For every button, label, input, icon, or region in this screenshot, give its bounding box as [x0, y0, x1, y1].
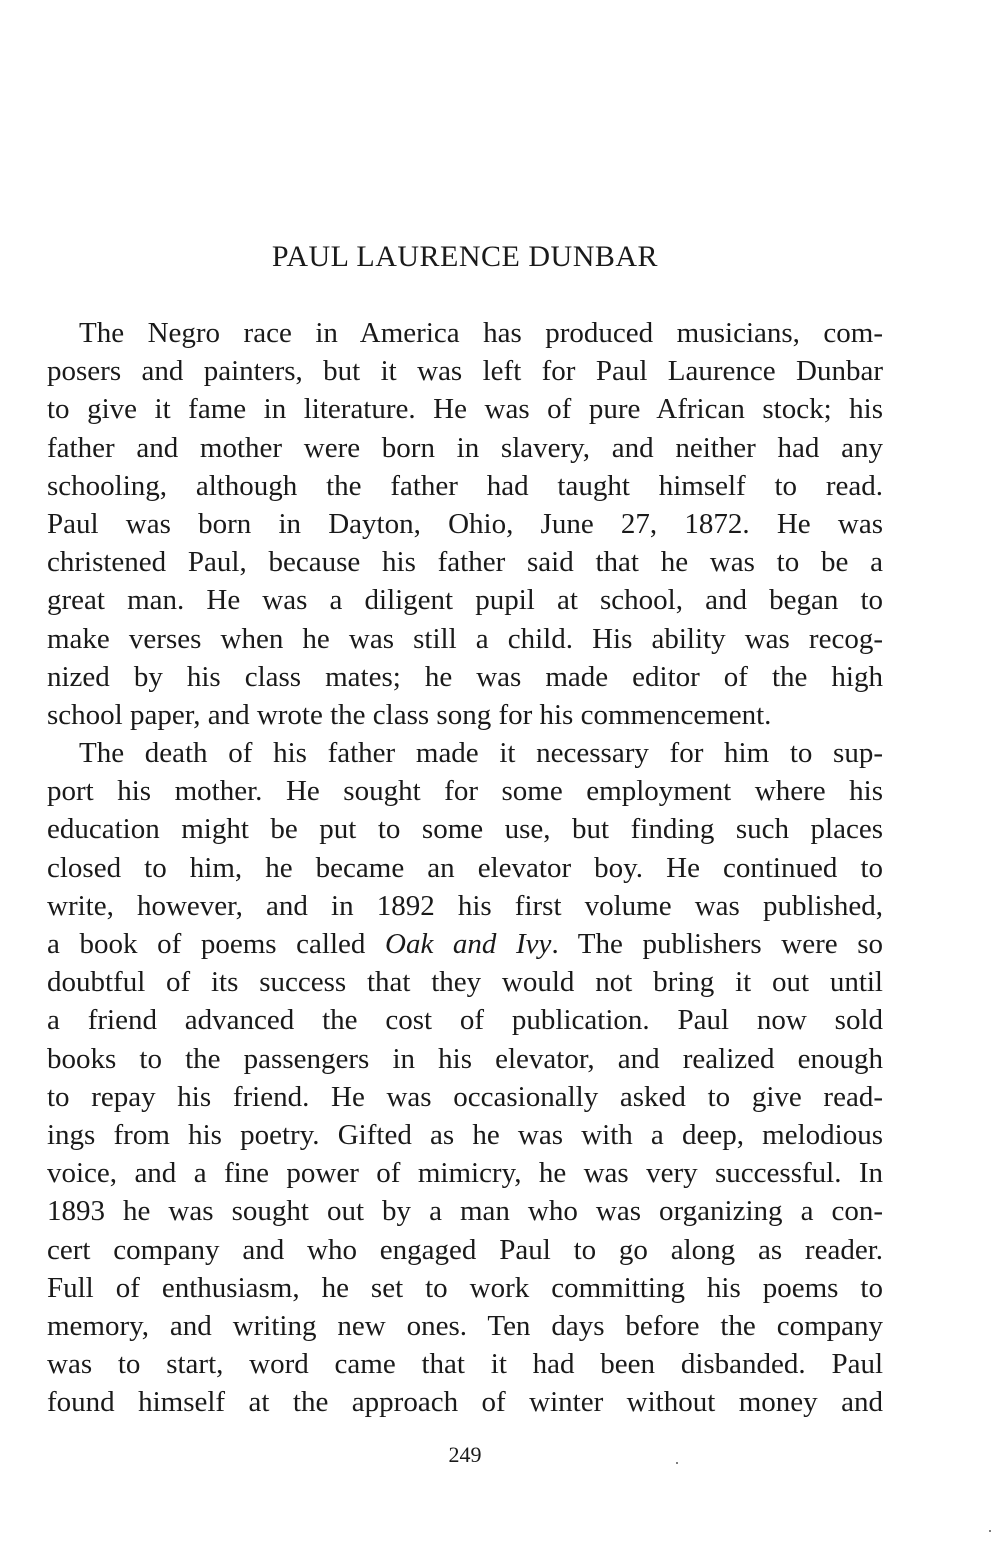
- text-line-with-book-title: [47, 925, 883, 963]
- text-line: found himself at the approach of winter without money and: [47, 1386, 883, 1419]
- text-segment: . The publishers were so: [551, 928, 884, 960]
- text-segment: a book of poems called: [47, 928, 385, 960]
- text-line: posers and painters, but it was left for Paul Laurence Dunbar: [47, 355, 883, 388]
- print-speck: [989, 1530, 991, 1532]
- text-line: 1893 he was sought out by a man who was organizing a con-: [47, 1195, 883, 1228]
- text-line: education might be put to some use, but finding such places: [47, 813, 883, 846]
- text-line: port his mother. He sought for some employment where his: [47, 775, 883, 808]
- text-line: christened Paul, because his father said that he was to be a: [47, 546, 883, 579]
- text-line: nized by his class mates; he was made editor of the high: [47, 660, 883, 693]
- text-line: great man. He was a diligent pupil at school, and began to: [47, 584, 883, 617]
- text-line: schooling, although the father had taught himself to read.: [47, 469, 883, 502]
- text-line: father and mother were born in slavery, and neither had any: [47, 431, 883, 464]
- text-line: was to start, word came that it had been disbanded. Paul: [47, 1348, 883, 1381]
- print-speck: [676, 1462, 678, 1464]
- text-line: Paul was born in Dayton, Ohio, June 27, 1872. He was: [47, 507, 883, 540]
- text-line: to give it fame in literature. He was of pure African stock; his: [47, 393, 883, 426]
- text-line: ings from his poetry. Gifted as he was with a deep, melodious: [47, 1118, 883, 1151]
- text-line: memory, and writing new ones. Ten days before the company: [47, 1309, 883, 1342]
- text-line: write, however, and in 1892 his first volume was published,: [47, 889, 883, 922]
- text-line: make verses when he was still a child. His ability was recog-: [47, 622, 883, 655]
- text-line: cert company and who engaged Paul to go along as reader.: [47, 1233, 883, 1266]
- text-line: a friend advanced the cost of publication. Paul now sold: [47, 1004, 883, 1037]
- text-line: to repay his friend. He was occasionally asked to give read-: [47, 1080, 883, 1113]
- text-line: closed to him, he became an elevator boy. He continued to: [47, 851, 883, 884]
- text-line: doubtful of its success that they would not bring it out until: [47, 966, 883, 999]
- text-line: books to the passengers in his elevator, and realized enough: [47, 1042, 883, 1075]
- body-text: [47, 314, 883, 1421]
- text-line: The Negro race in America has produced musicians, com-: [79, 317, 883, 349]
- text-line: school paper, and wrote the class song for his commencement.: [47, 698, 772, 731]
- text-line: The death of his father made it necessary for him to sup-: [79, 737, 883, 770]
- book-title: Oak and Ivy: [385, 928, 552, 960]
- page-number: 249: [448, 1442, 482, 1467]
- text-line: voice, and a fine power of mimicry, he was very successful. In: [47, 1157, 883, 1190]
- chapter-title: PAUL LAURENCE DUNBAR: [271, 240, 659, 273]
- text-line: Full of enthusiasm, he set to work committing his poems to: [47, 1271, 883, 1304]
